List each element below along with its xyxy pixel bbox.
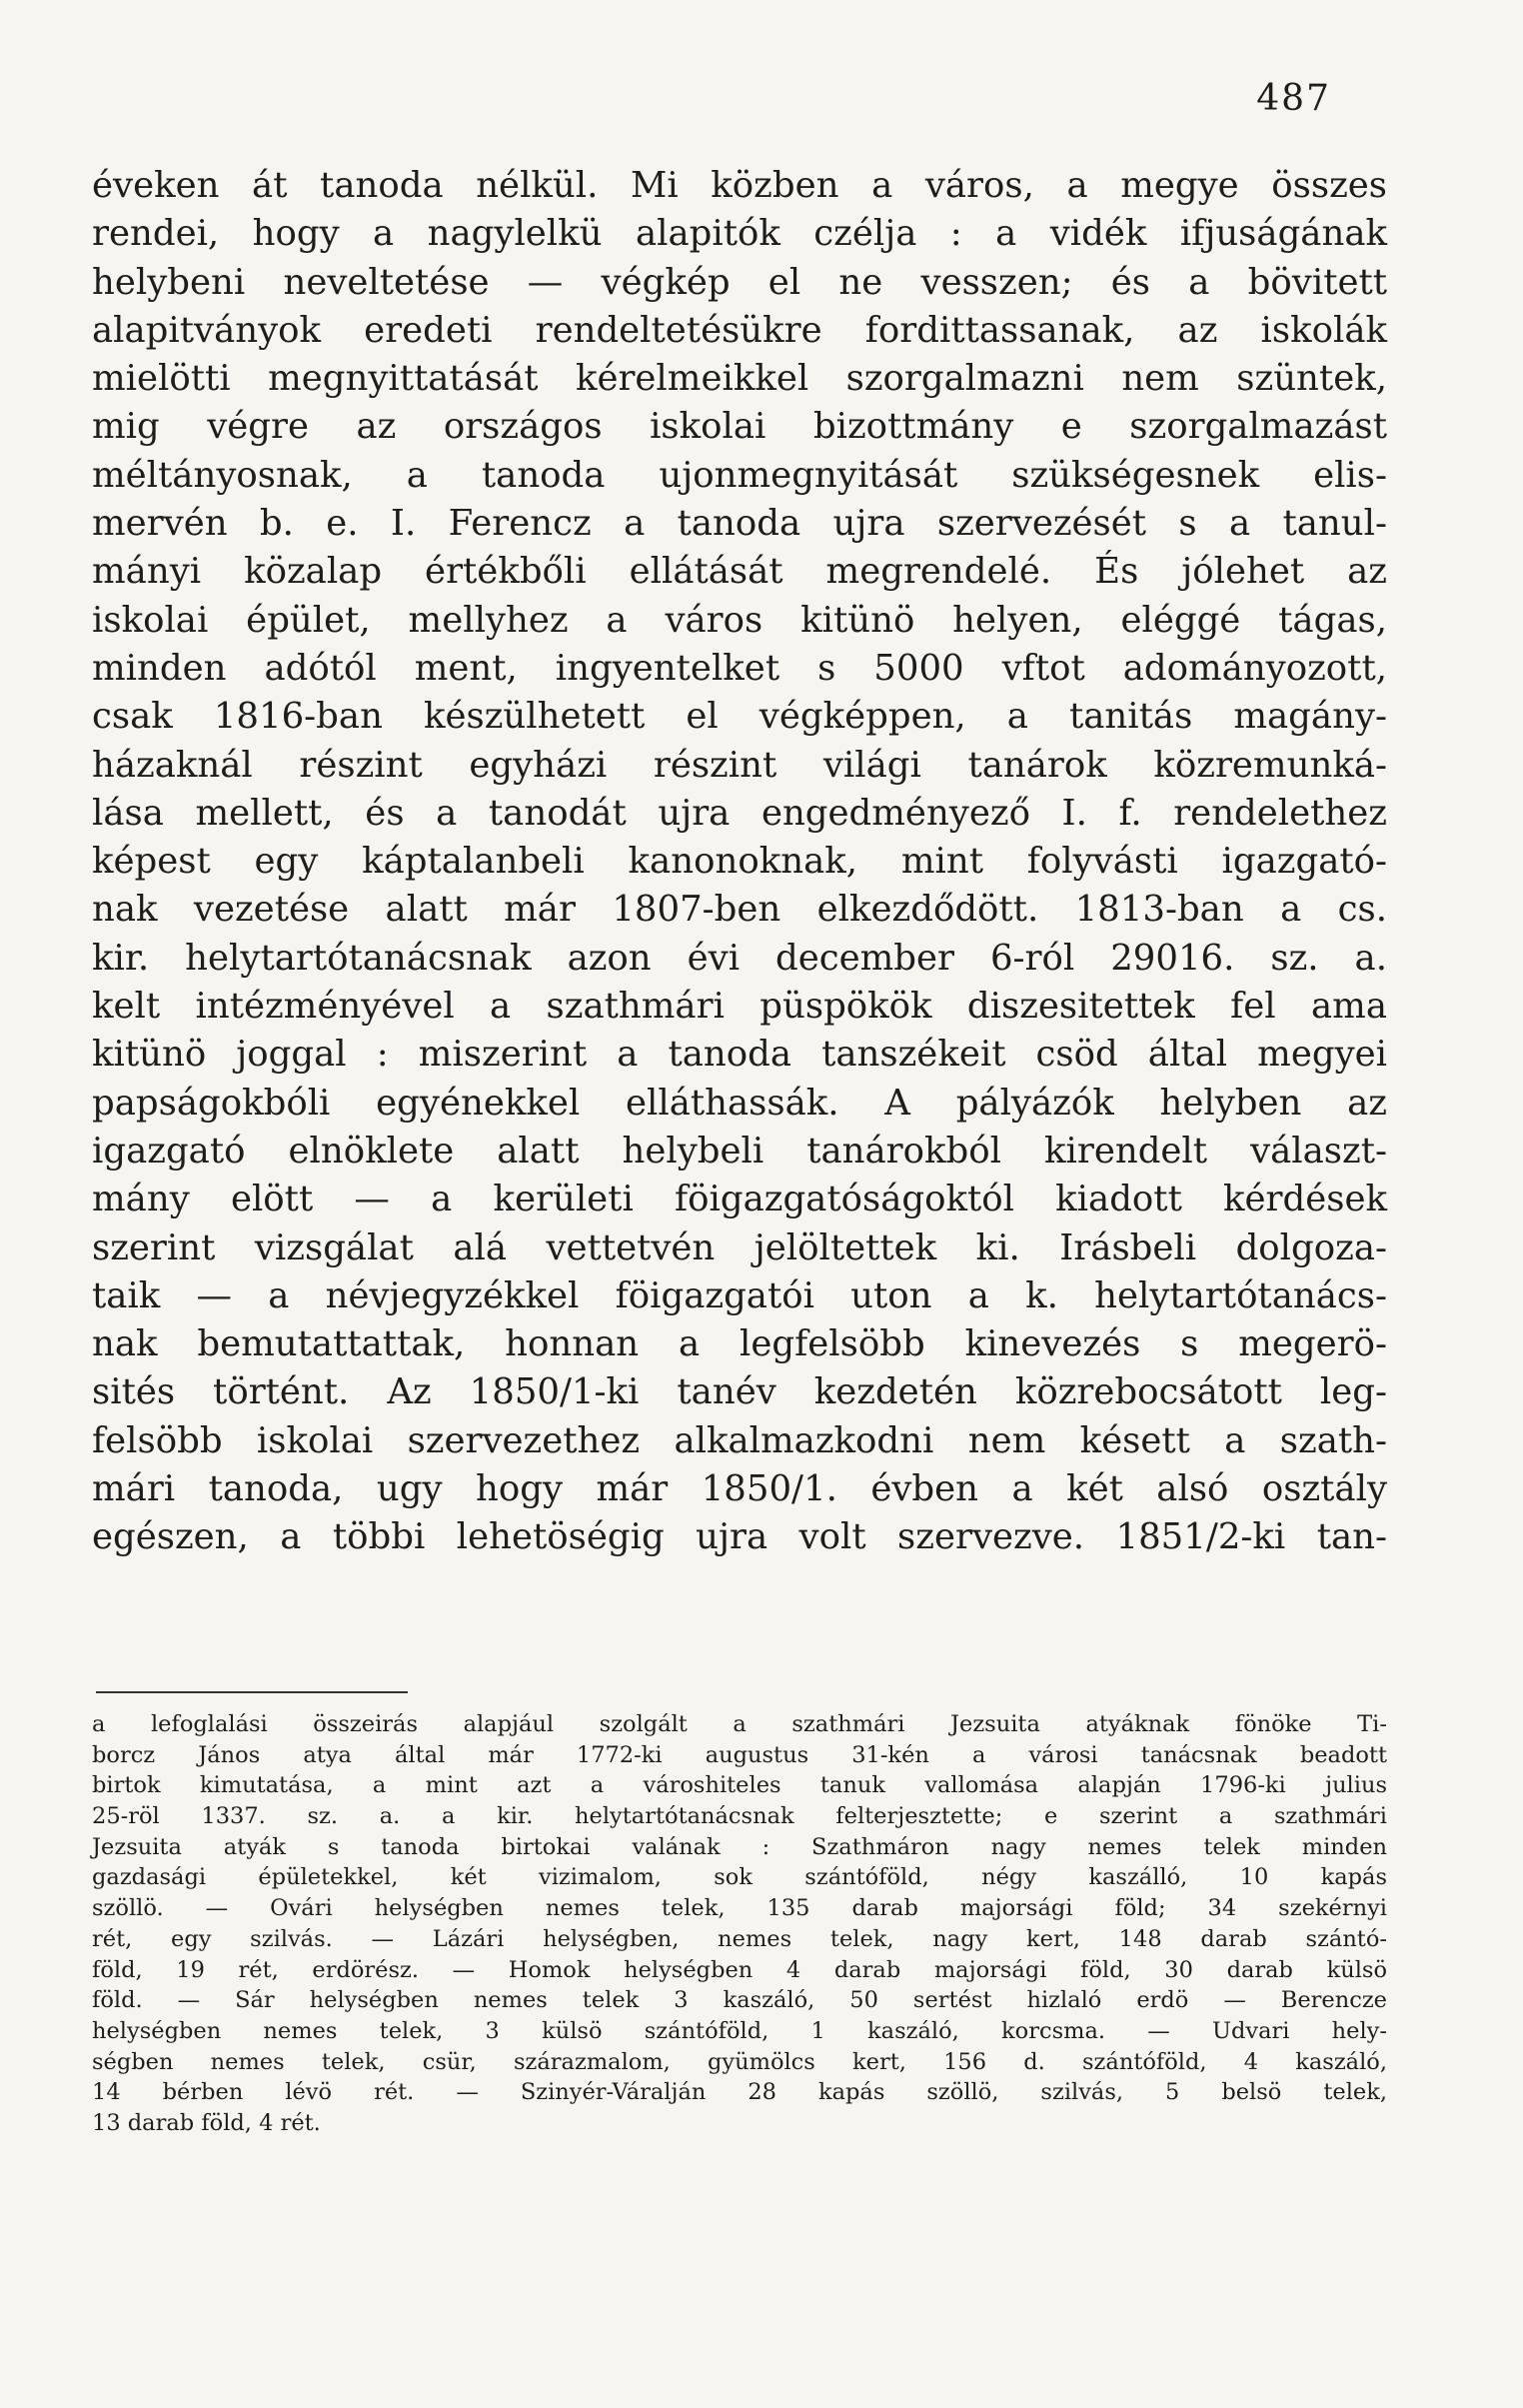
body-line: házaknál részint egyházi részint világi tanárok közremunká- xyxy=(92,744,1387,786)
footnote-line: helységben nemes telek, 3 külsö szántóföld, 1 kaszáló, korcsma. — Udvari hely- xyxy=(92,2017,1387,2044)
body-line: képest egy káptalanbeli kanonoknak, mint folyvásti igazgató- xyxy=(92,841,1387,883)
page-number: 487 xyxy=(1256,78,1331,119)
body-line: mig végre az országos iskolai bizottmány e szorgalmazást xyxy=(92,406,1387,448)
body-line: éveken át tanoda nélkül. Mi közben a város, a megye összes xyxy=(92,165,1387,206)
body-line: mány elött — a kerületi föigazgatóságoktól kiadott kérdések xyxy=(92,1179,1387,1220)
footnote-line: 13 darab föld, 4 rét. xyxy=(92,2109,321,2136)
footnote-line: gazdasági épületekkel, két vizimalom, sok szántóföld, négy kaszálló, 10 kapás xyxy=(92,1864,1387,1891)
footnote-line: szöllö. — Ovári helységben nemes telek, 135 darab majorsági föld; 34 szekérnyi xyxy=(92,1895,1387,1922)
body-line: kitünö joggal : miszerint a tanoda tanszékeit csöd által megyei xyxy=(92,1034,1387,1076)
footnote-line: rét, egy szilvás. — Lázári helységben, nemes telek, nagy kert, 148 darab szántó- xyxy=(92,1925,1387,1952)
body-line: mervén b. e. I. Ferencz a tanoda ujra szervezését s a tanul- xyxy=(92,503,1387,545)
footnote-line: föld. — Sár helységben nemes telek 3 kaszáló, 50 sertést hizlaló erdö — Berencze xyxy=(92,1987,1387,2014)
body-line: mányi közalap értékbőli ellátását megrendelé. És jólehet az xyxy=(92,551,1387,593)
footnote-line: birtok kimutatása, a mint azt a városhiteles tanuk vallomása alapján 1796-ki julius xyxy=(92,1772,1387,1799)
body-line: méltányosnak, a tanoda ujonmegnyitását szükségesnek elis- xyxy=(92,454,1387,496)
footnote-text xyxy=(92,1709,1387,2139)
body-line: mári tanoda, ugy hogy már 1850/1. évben a két alsó osztály xyxy=(92,1468,1387,1510)
body-line: minden adótól ment, ingyentelket s 5000 vftot adományozott, xyxy=(92,647,1387,689)
body-line: lása mellett, és a tanodát ujra engedményező I. f. rendelethez xyxy=(92,792,1387,834)
footnote-line: 25-röl 1337. sz. a. a kir. helytartótanácsnak felterjesztette; e szerint a szathmári xyxy=(92,1803,1387,1830)
body-line: kir. helytartótanácsnak azon évi december 6-ról 29016. sz. a. xyxy=(92,937,1387,979)
footnote-line: Jezsuita atyák s tanoda birtokai valának : Szathmáron nagy nemes telek minden xyxy=(92,1833,1387,1860)
body-line: iskolai épület, mellyhez a város kitünö helyen, eléggé tágas, xyxy=(92,599,1387,641)
footnote-line: a lefoglalási összeirás alapjául szolgált a szathmári Jezsuita atyáknak fönöke Ti- xyxy=(92,1711,1387,1737)
body-line: alapitványok eredeti rendeltetésükre fordittassanak, az iskolák xyxy=(92,309,1387,351)
body-line: igazgató elnöklete alatt helybeli tanárokból kirendelt választ- xyxy=(92,1130,1387,1172)
body-line: taik — a névjegyzékkel föigazgatói uton a k. helytartótanács- xyxy=(92,1274,1387,1316)
body-line: csak 1816-ban készülhetett el végképpen, a tanitás magány- xyxy=(92,696,1387,738)
body-line: nak vezetése alatt már 1807-ben elkezdődött. 1813-ban a cs. xyxy=(92,889,1387,931)
body-line: szerint vizsgálat alá vettetvén jelöltettek ki. Irásbeli dolgoza- xyxy=(92,1226,1387,1268)
body-line: nak bemutattattak, honnan a legfelsöbb kinevezés s megerö- xyxy=(92,1323,1387,1365)
body-line: helybeni neveltetése — végkép el ne vesszen; és a bövitett xyxy=(92,261,1387,303)
body-line: mielötti megnyittatását kérelmeikkel szorgalmazni nem szüntek, xyxy=(92,358,1387,400)
body-text xyxy=(92,162,1387,1562)
footnote-divider xyxy=(96,1691,408,1693)
body-line: sités történt. Az 1850/1-ki tanév kezdetén közrebocsátott leg- xyxy=(92,1371,1387,1413)
body-line: papságokbóli egyénekkel elláthassák. A pályázók helyben az xyxy=(92,1082,1387,1124)
footnote-line: borcz János atya által már 1772-ki augustus 31-kén a városi tanácsnak beadott xyxy=(92,1741,1387,1768)
body-line: egészen, a többi lehetöségig ujra volt szervezve. 1851/2-ki tan- xyxy=(92,1516,1387,1558)
body-line: felsöbb iskolai szervezethez alkalmazkodni nem késett a szath- xyxy=(92,1419,1387,1461)
body-line: kelt intézményével a szathmári püspökök diszesitettek fel ama xyxy=(92,986,1387,1028)
body-line: rendei, hogy a nagylelkü alapitók czélja : a vidék ifjuságának xyxy=(92,213,1387,255)
footnote-line: 14 bérben lévö rét. — Szinyér-Váralján 28 kapás szöllö, szilvás, 5 belsö telek, xyxy=(92,2079,1387,2106)
footnote-line: föld, 19 rét, erdörész. — Homok helységben 4 darab majorsági föld, 30 darab külsö xyxy=(92,1956,1387,1983)
footnote-line: ségben nemes telek, csür, szárazmalom, gyümölcs kert, 156 d. szántóföld, 4 kaszáló, xyxy=(92,2048,1387,2075)
